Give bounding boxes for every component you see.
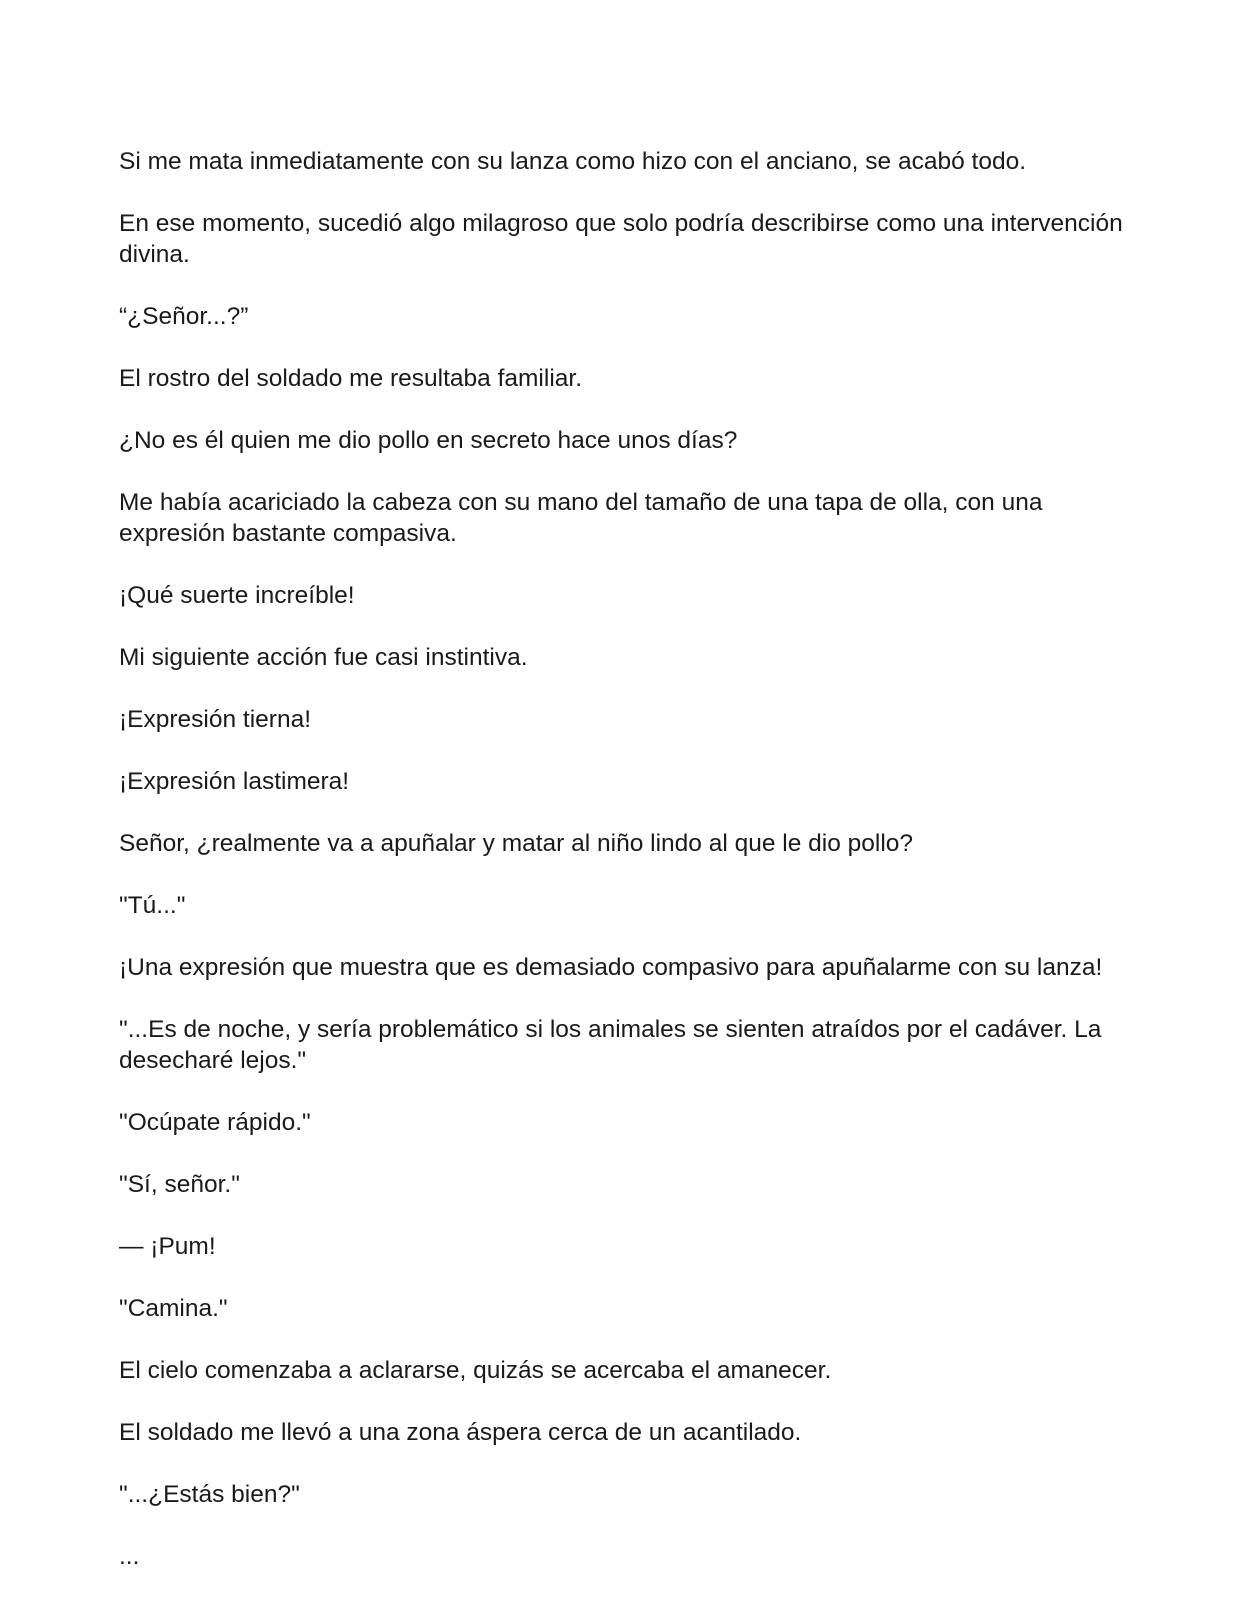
paragraph: ¡Qué suerte increíble! <box>119 582 355 609</box>
paragraph: El soldado me llevó a una zona áspera cerca de un acantilado. <box>119 1419 802 1446</box>
paragraph: "...¿Estás bien?" <box>119 1481 300 1508</box>
paragraph: Me había acariciado la cabeza con su mano del tamaño de una tapa de olla, con una expresión bastante compasiva. <box>119 489 1043 547</box>
paragraph: — ¡Pum! <box>119 1233 216 1260</box>
paragraph: ... <box>119 1543 140 1570</box>
paragraph: ¡Expresión lastimera! <box>119 768 350 795</box>
paragraph: ¡Una expresión que muestra que es demasiado compasivo para apuñalarme con su lanza! <box>119 954 1103 981</box>
paragraph: "Sí, señor." <box>119 1171 240 1198</box>
paragraph: El rostro del soldado me resultaba familiar. <box>119 365 582 392</box>
body-text <box>119 146 1129 1603</box>
paragraph: Si me mata inmediatamente con su lanza como hizo con el anciano, se acabó todo. <box>119 148 1027 175</box>
paragraph: "...Es de noche, y sería problemático si los animales se sienten atraídos por el cadáver. La desecharé lejos." <box>119 1016 1102 1074</box>
paragraph: ¡Expresión tierna! <box>119 706 312 733</box>
paragraph: En ese momento, sucedió algo milagroso que solo podría describirse como una intervención divina. <box>119 210 1123 268</box>
paragraph: ¿No es él quien me dio pollo en secreto hace unos días? <box>119 427 738 454</box>
paragraph: "Camina." <box>119 1295 228 1322</box>
paragraph: Mi siguiente acción fue casi instintiva. <box>119 644 528 671</box>
paragraph: "Ocúpate rápido." <box>119 1109 311 1136</box>
paragraph: El cielo comenzaba a aclararse, quizás se acercaba el amanecer. <box>119 1357 832 1384</box>
paragraph: “¿Señor...?” <box>119 303 249 330</box>
paragraph: Señor, ¿realmente va a apuñalar y matar al niño lindo al que le dio pollo? <box>119 830 914 857</box>
paragraph: "Tú..." <box>119 892 186 919</box>
